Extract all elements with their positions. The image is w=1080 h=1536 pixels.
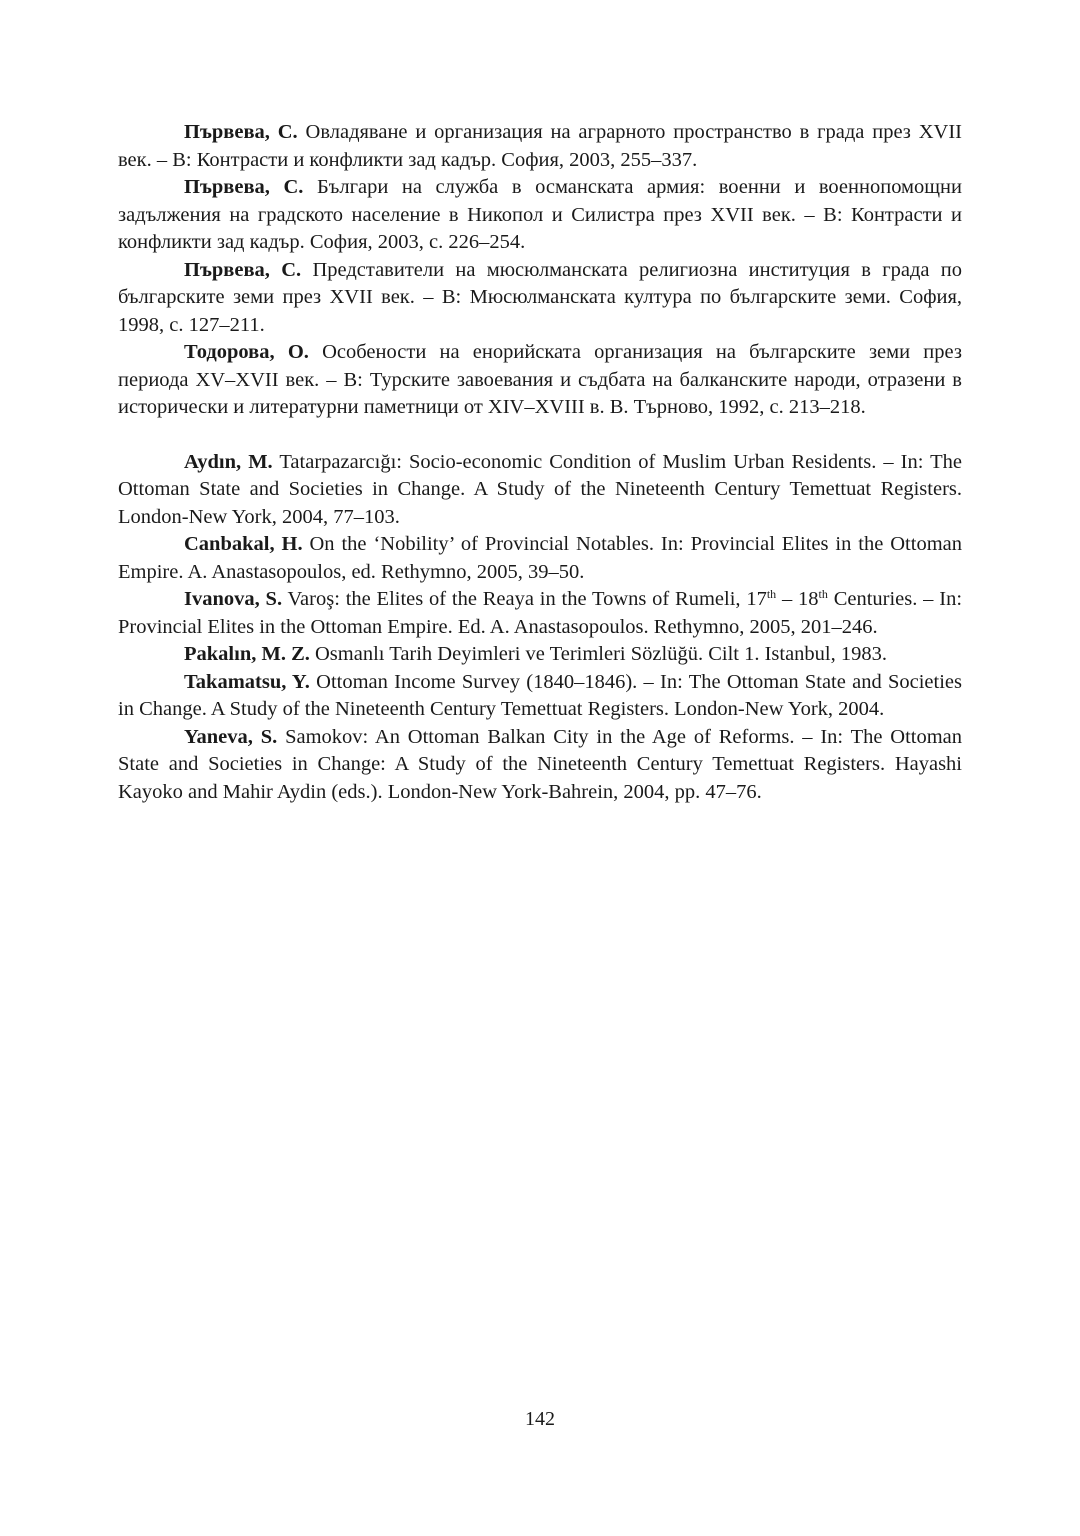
entry-text: Osmanlı Tarih Deyimleri ve Terimleri Sözlüğü. Cilt 1. Istanbul, 1983. [309, 643, 887, 665]
entry-author: Първева, С. [184, 121, 298, 143]
entry-author: Pakalın, M. Z. [184, 643, 310, 665]
bibliography-entry [118, 339, 962, 422]
entry-author: Takamatsu, Y. [184, 670, 310, 693]
bibliography-entry [118, 724, 962, 807]
bibliography-entry [118, 586, 962, 641]
bibliography-entry [118, 174, 962, 257]
entry-text: Samokov: An Ottoman Balkan City in the Age of Reforms. – In: The Ottoman State and Societies in Change: A Study of the Nineteenth Century Temettuat Registers. Hayashi Kayoko and Mahir Aydin (eds.). London-New York-Bahrein, 2004, pp. 47–76. [118, 725, 963, 803]
entry-text: Особености на енорийската организация на българските земи през периода XV–XVII век. – В: Турските завоевания и съдбата на балканските народи, отразени в исторически и литературни паметници от XIV–XVIII в. В. Търново, 1992, с. 213–218. [118, 341, 962, 418]
entry-text: Представители на мюсюлманската религиозна институция в града по българските земи през XVII век. – В: Мюсюлманската култура по българските земи. София, 1998, с. 127–211. [118, 258, 963, 336]
bibliography-entry [118, 641, 962, 669]
entry-text: Овладяване и организация на аграрното пространство в града през XVII век. – В: Контрасти и конфликти зад кадър. София, 2003, 255–337. [118, 121, 962, 171]
entry-text: Tatarpazarcığı: Socio-economic Condition of Muslim Urban Residents. – In: The Ottoman State and Societies in Change. A Study of the Nineteenth Century Temettuat Registers. London-New York, 2004, 77–103. [118, 450, 962, 528]
bibliography-page [118, 119, 962, 806]
bibliography-entry [118, 119, 962, 174]
entry-text: – 18 [776, 588, 819, 610]
bibliography-entry [118, 669, 962, 724]
entry-text: On the ‘Nobility’ of Provincial Notables. In: Provincial Elites in the Ottoman Empire. A. Anastasopoulos, ed. Rethymno, 2005, 39–50. [118, 533, 962, 583]
entry-text: Centuries. – In: Provincial Elites in the Ottoman Empire. Ed. A. Anastasopoulos. Rethymno, 2005, 201–246. [118, 588, 963, 638]
entry-author: Yaneva, S. [184, 725, 278, 748]
entry-author: Aydın, M. [184, 450, 273, 473]
entry-text: Varoş: the Elites of the Reaya in the Towns of Rumeli, 17 [282, 588, 767, 610]
entry-author: Тодорова, О. [184, 341, 309, 363]
entry-text: Ottoman Income Survey (1840–1846). – In: The Ottoman State and Societies in Change. A Study of the Nineteenth Century Temettuat Registers. London-New York, 2004. [118, 670, 962, 720]
entry-author: Първева, С. [184, 258, 302, 281]
bibliography-entry [118, 531, 962, 586]
entry-author: Първева, С. [184, 176, 304, 198]
entry-author: Ivanova, S. [184, 588, 283, 610]
superscript: th [766, 587, 777, 601]
bibliography-entry [118, 257, 962, 340]
page-number: 142 [525, 1408, 555, 1430]
superscript: th [818, 587, 828, 601]
entry-author: Canbakal, H. [184, 533, 303, 555]
entry-text: Българи на служба в османската армия: военни и военнопомощни задължения на градското население в Никопол и Силистра през XVII век. – В: Контрасти и конфликти зад кадър. София, 2003, с. 226–254. [118, 176, 963, 253]
bibliography-entry [118, 449, 962, 532]
section-gap [118, 422, 962, 449]
